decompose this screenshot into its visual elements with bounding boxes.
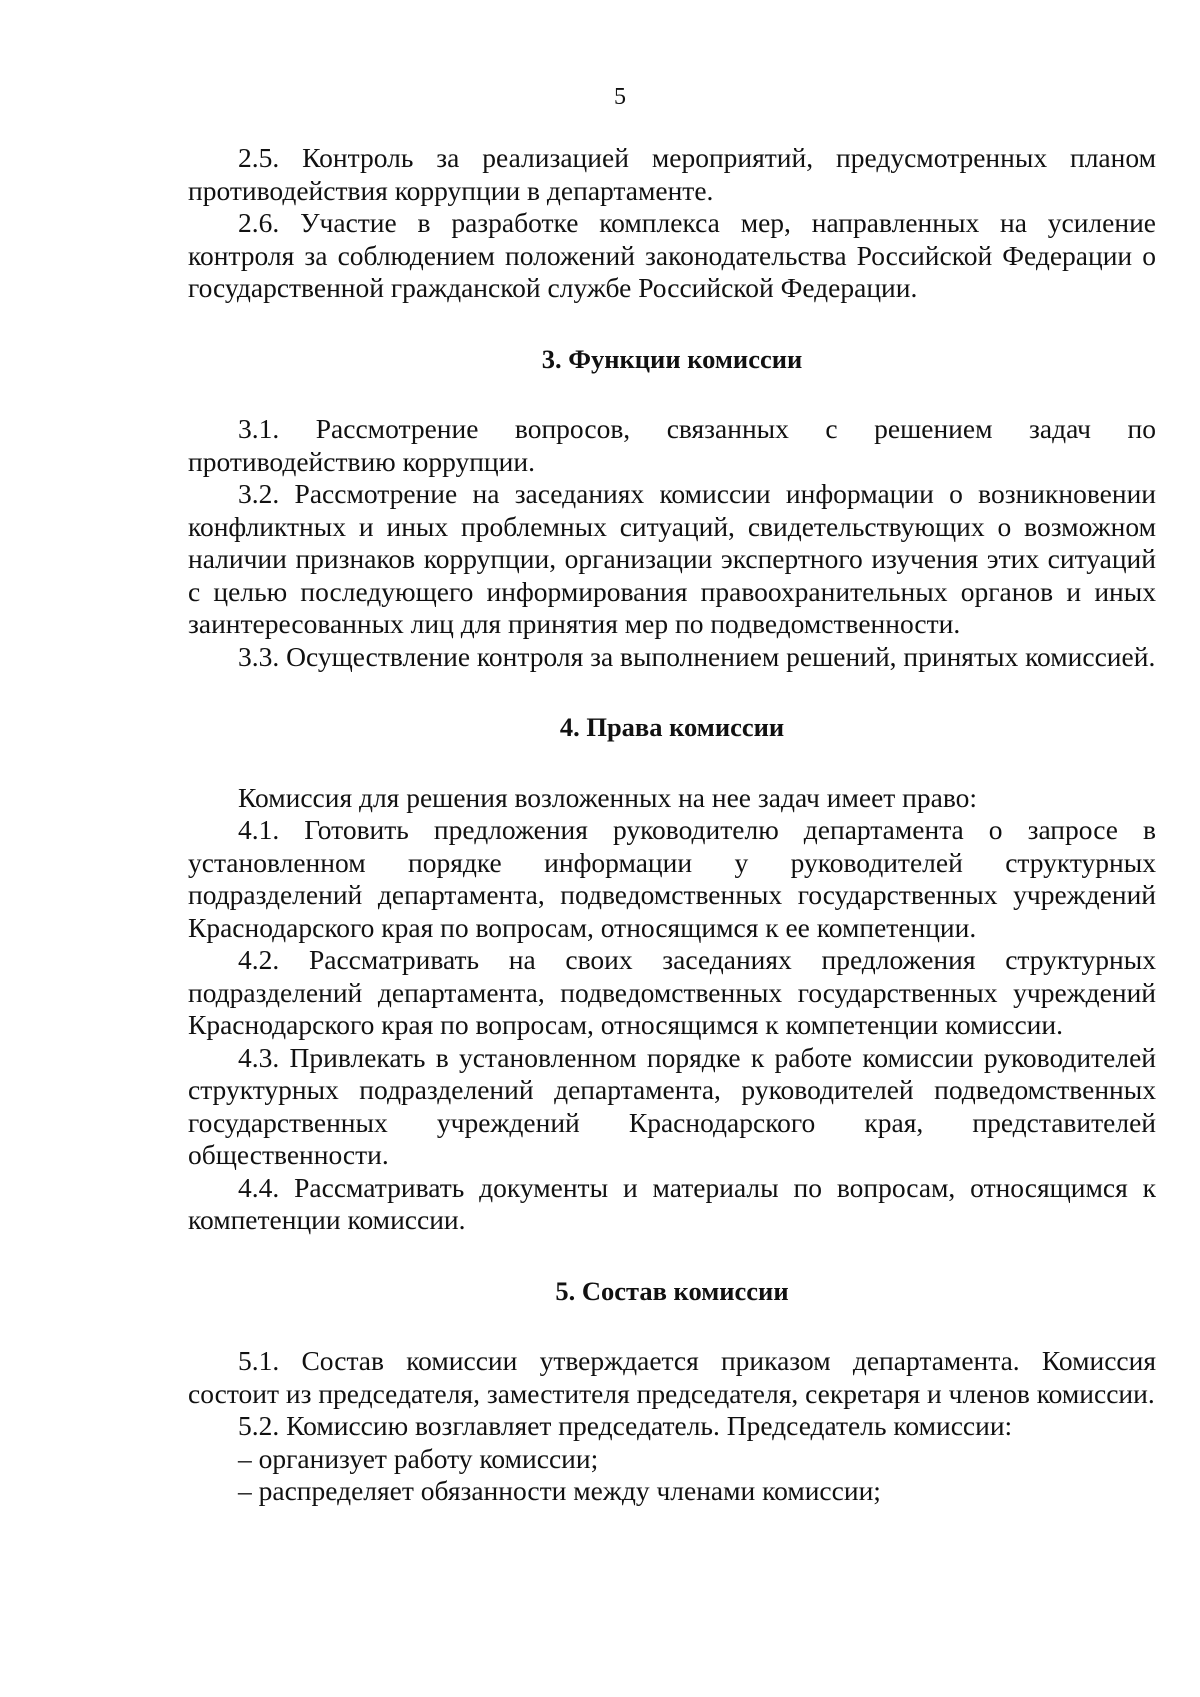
section-4-heading: 4. Права комиссии [559,712,785,742]
paragraph-5-2: 5.2. Комиссию возглавляет председатель. Председатель комиссии: [238,1410,1013,1441]
paragraph-4-2: 4.2. Рассматривать на своих заседаниях предложения структурных подразделений департамента, подведомственных государственных учреждений Краснодарского края по вопросам, относящимся к компетенции комиссии. [188,944,1156,1040]
paragraph-3-2: 3.2. Рассмотрение на заседаниях комиссии информации о возникновении конфликтных и иных проблемных ситуаций, свидетельствующих о возможном наличии признаков коррупции, организации экспертного изучения этих ситуаций с целью последующего информирования правоохранительных органов и иных заинтересованных лиц для принятия мер по подведомственности. [188,478,1156,639]
paragraph-3-3: 3.3. Осуществление контроля за выполнением решений, принятых комиссией. [238,640,1156,672]
paragraph-3-1: 3.1. Рассмотрение вопросов, связанных с решением задач по противодействию коррупции. [188,413,1156,477]
list-item-organize: – организует работу комиссии; [238,1442,599,1474]
paragraph-2-5: 2.5. Контроль за реализацией мероприятий, предусмотренных планом противодействия коррупции в департаменте. [188,142,1156,206]
paragraph-4-4: 4.4. Рассматривать документы и материалы по вопросам, относящимся к компетенции комиссии. [188,1171,1156,1235]
document-body [188,142,1156,1508]
section-4-intro: Комиссия для решения возложенных на нее задач имеет право: [238,781,978,813]
paragraph-2-6: 2.6. Участие в разработке комплекса мер, направленных на усиление контроля за соблюдением положений законодательства Российской Федерации о государственной гражданской службе Российской Федерации. [188,207,1156,303]
section-3-heading: 3. Функции комиссии [541,343,803,374]
page-number: 5 [614,84,626,110]
list-item-distribute: – распределяет обязанности между членами комиссии; [238,1475,881,1506]
paragraph-5-1: 5.1. Состав комиссии утверждается приказом департамента. Комиссия состоит из председателя, заместителя председателя, секретаря и членов комиссии. [188,1345,1156,1409]
paragraph-4-1: 4.1. Готовить предложения руководителю департамента о запросе в установленном порядке информации у руководителей структурных подразделений департамента, подведомственных государственных учреждений Краснодарского края по вопросам, относящимся к ее компетенции. [188,814,1156,943]
section-5-heading: 5. Состав комиссии [555,1275,789,1306]
paragraph-4-3: 4.3. Привлекать в установленном порядке к работе комиссии руководителей структурных подразделений департамента, руководителей подведомственных государственных учреждений Краснодарского края, представителей общественности. [188,1041,1156,1170]
